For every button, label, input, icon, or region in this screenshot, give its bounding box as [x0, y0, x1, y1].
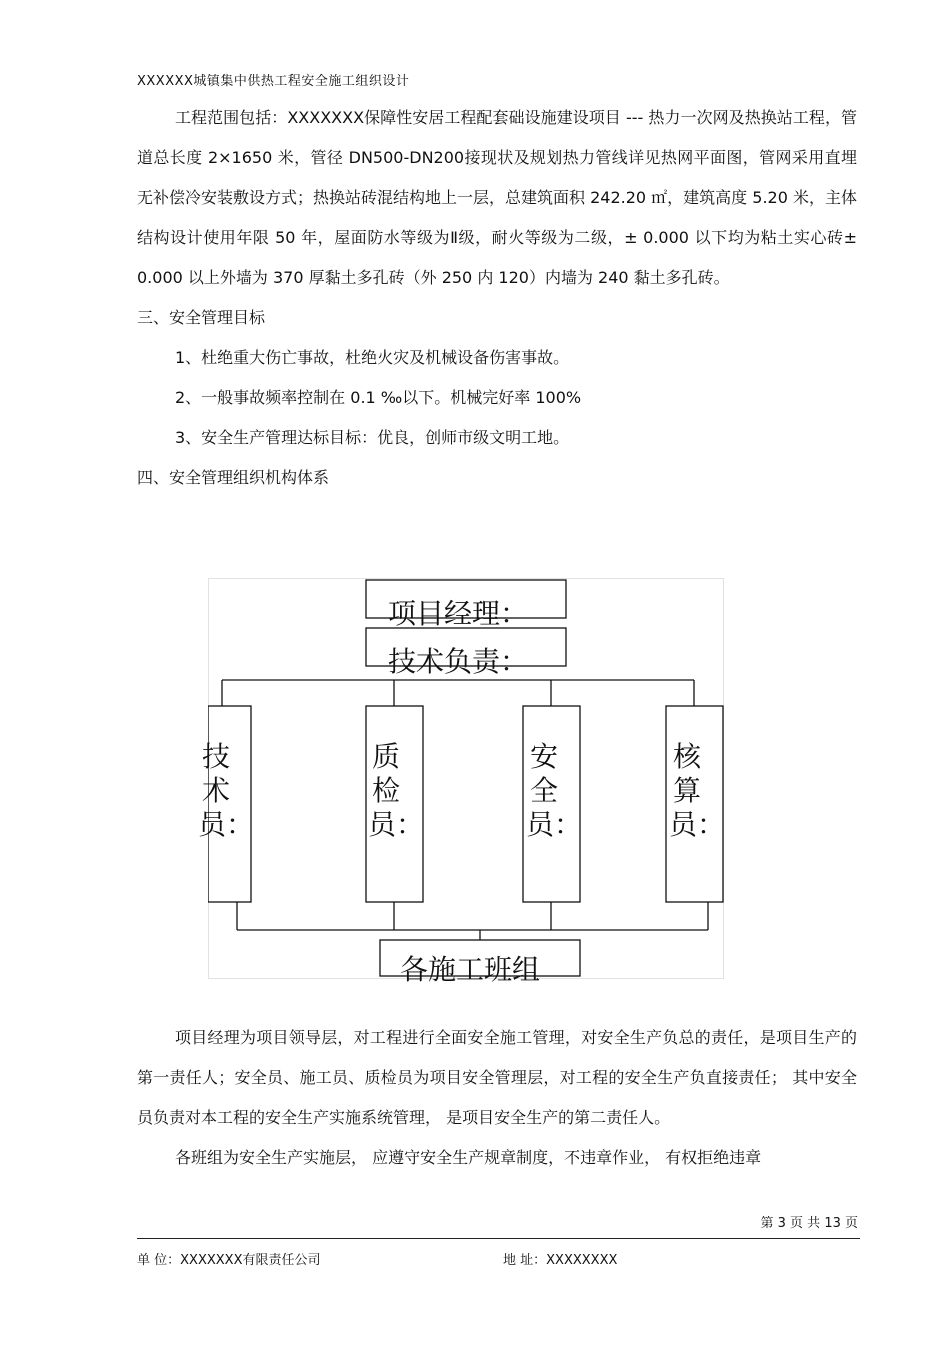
responsibility-paragraph-2: 各班组为安全生产实施层， 应遵守安全生产规章制度，不违章作业， 有权拒绝违章	[175, 1148, 762, 1167]
role-accountant-label: 核算员：	[669, 740, 726, 841]
footer-divider	[137, 1238, 860, 1239]
technical-lead-label: 技术负责：	[388, 645, 529, 678]
goal-item-3: 3、安全生产管理达标目标：优良，创师市级文明工地。	[175, 428, 570, 447]
org-chart	[198, 578, 726, 986]
scope-section	[137, 98, 857, 498]
footer-unit: 单 位：XXXXXXX有限责任公司	[137, 1253, 321, 1268]
role-technician-label: 技术员：	[198, 740, 255, 841]
page-number: 第 3 页 共 13 页	[760, 1216, 858, 1231]
responsibility-section	[137, 1018, 857, 1178]
project-manager-label: 项目经理：	[388, 597, 529, 630]
role-safety-officer-label: 安全员：	[526, 740, 583, 841]
goal-item-1: 1、杜绝重大伤亡事故，杜绝火灾及机械设备伤害事故。	[175, 348, 570, 367]
role-quality-inspector-label: 质检员：	[368, 740, 425, 841]
construction-teams-label: 各施工班组	[400, 953, 541, 986]
footer-address: 地 址：XXXXXXXX	[503, 1253, 618, 1268]
responsibility-paragraph-1: 项目经理为项目领导层，对工程进行全面安全施工管理，对安全生产负总的责任，是项目生产的第一责任人；安全员、施工员、质检员为项目安全管理层，对工程的安全生产负直接责任； 其中安全员负责对本工程的安全生产实施系统管理， 是项目安全生产的第二责任人。	[137, 1028, 857, 1127]
org-chart-lines	[208, 578, 724, 980]
scope-paragraph: 工程范围包括：XXXXXXX保障性安居工程配套础设施建设项目 --- 热力一次网及热换站工程，管道总长度 2×1650 米，管径 DN500-DN200接现状及规划热力管线详见热网平面图，管网采用直埋无补偿冷安装敷设方式；热换站砖混结构地上一层，总建筑面积 242.20 ㎡，建筑高度 5.20 米，主体结构设计使用年限 50 年，屋面防水等级为Ⅱ级，耐火等级为二级，± 0.000 以下均为粘土实心砖± 0.000 以上外墙为 370 厚黏土多孔砖（外 250 内 120）内墙为 240 黏土多孔砖。	[137, 108, 857, 287]
document-header: XXXXXX城镇集中供热工程安全施工组织设计	[137, 74, 410, 89]
goal-item-2: 2、一般事故频率控制在 0.1 ‰以下。机械完好率 100%	[175, 388, 582, 407]
section-4-heading: 四、安全管理组织机构体系	[137, 468, 330, 487]
section-3-heading: 三、安全管理目标	[137, 308, 266, 327]
